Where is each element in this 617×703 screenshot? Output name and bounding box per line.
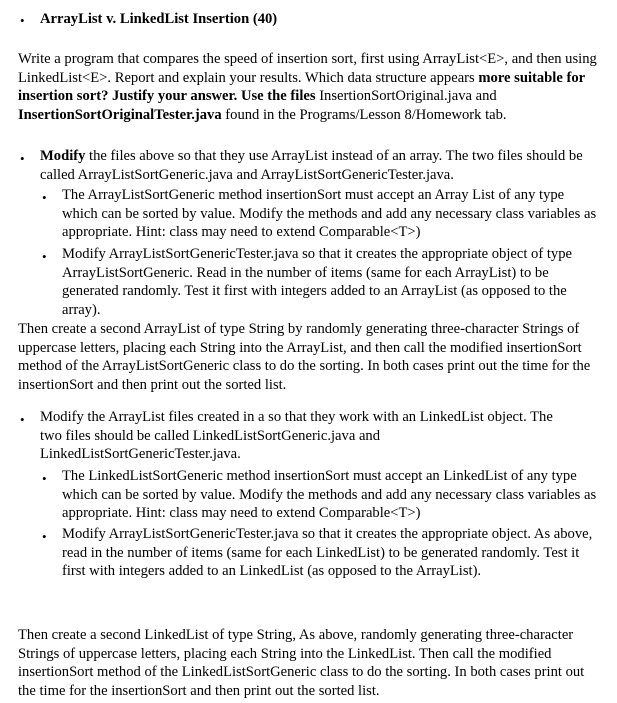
- section1-after-paragraph: Then create a second ArrayList of type String by randomly generating three-character Strings of uppercase letters, placing each String into the ArrayList, and then call the modified insertionSort method of the ArrayListSortGeneric class to do the sorting. In both cases print out the time for the insertionSort and then print out the sorted list.: [18, 321, 591, 394]
- section1-sub2-text: Modify ArrayListSortGenericTester.java so that it creates the appropriate object of type ArrayListSortGeneric. Read in the number of items (same for each ArrayList) to be generated randomly. Test it first with integers added to an ArrayList (as opposed to the array).: [62, 246, 572, 319]
- section1-bullet: •: [20, 151, 25, 166]
- intro-text-2: InsertionSortOriginal.java and: [315, 88, 497, 105]
- intro-paragraph: [18, 50, 605, 125]
- section2-after-paragraph: Then create a second LinkedList of type String, As above, randomly generating three-character Strings of uppercase letters, placing each String into the LinkedList. Then call the modified insertionSort method of the LinkedListSortGeneric class to do the sorting. In both cases print out the time for the insertionSort and then print out the sorted list.: [18, 627, 585, 700]
- section1-sub1-bullet: •: [42, 190, 47, 205]
- section1-lead-bold: Modify: [40, 148, 86, 164]
- section1-lead: [40, 147, 607, 184]
- section1-lead-text: the files above so that they use ArrayList instead of an array. The two files should be called ArrayListSortGeneric.java and ArrayListSortGenericTester.java.: [40, 148, 583, 183]
- section2-sub2-text: Modify ArrayListSortGenericTester.java so that it creates the appropriate object. As above, read in the number of items (same for each LinkedList) to be generated randomly. Test it first with integers added to an LinkedList (as opposed to the ArrayList).: [62, 526, 593, 580]
- section1-sub2-bullet: •: [42, 249, 47, 264]
- title-bullet: •: [20, 13, 25, 28]
- section1-sub1-text: The ArrayListSortGeneric method insertionSort must accept an Array List of any type which can be sorted by value. Modify the methods and add any necessary class variables as appropriate. Hint: class may need to extend Comparable<T>): [62, 187, 597, 241]
- section2-lead: Modify the ArrayList files created in a so that they work with an LinkedList object. The two files should be called LinkedListSortGeneric.java and LinkedListSortGenericTester.java.: [40, 409, 553, 463]
- intro-bold-1: more suitable for insertion sort? Justify your answer. Use the files: [18, 69, 585, 105]
- assignment-title-text: ArrayList v. LinkedList Insertion (40): [40, 11, 278, 27]
- section2-bullet: •: [20, 412, 25, 427]
- intro-text-1: Write a program that compares the speed of insertion sort, first using ArrayList<E>, and then using LinkedList<E>. Report and explain your results. Which data structure appears: [18, 51, 597, 86]
- section2-sub1-bullet: •: [42, 471, 47, 486]
- section2-sub1-text: The LinkedListSortGeneric method insertionSort must accept an LinkedList of any type which can be sorted by value. Modify the methods and add any necessary class variables as appropriate. Hint: class may need to extend Comparable<T>): [62, 468, 597, 522]
- intro-text-3: found in the Programs/Lesson 8/Homework tab.: [221, 107, 507, 124]
- section2-sub2-bullet: •: [42, 529, 47, 544]
- intro-bold-2: InsertionSortOriginalTester.java: [18, 107, 222, 124]
- assignment-title: [40, 10, 277, 29]
